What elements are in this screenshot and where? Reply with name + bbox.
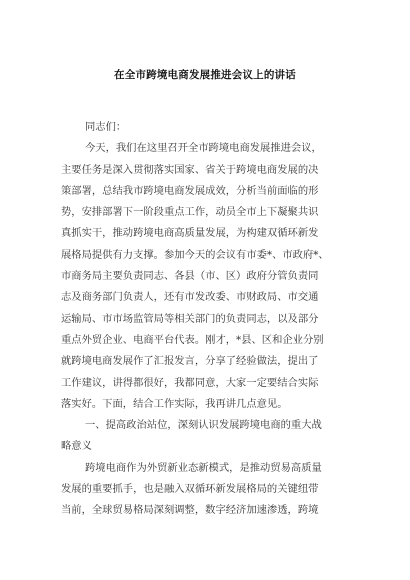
document-title: 在全市跨境电商发展推进会议上的讲话 — [114, 69, 296, 81]
paragraph-line: 发展的重要抓手，也是融入双循环新发展格局的关键纽带 — [61, 483, 319, 496]
paragraph-line: 当前，全球贸易格局深刻调整，数字经济加速渗透，跨境 — [61, 504, 319, 517]
salutation-line: 同志们： — [85, 121, 127, 133]
paragraph-line: 策部署，总结我市跨境电商发展成效，分析当前面临的形 — [61, 184, 319, 197]
paragraph-line: 主要任务是深入贯彻落实国家、省关于跨境电商发展的决 — [61, 163, 319, 176]
paragraph-line: 跨境电商作为外贸新业态新模式，是推动贸易高质量 — [85, 461, 322, 474]
paragraph-line: 今天，我们在这里召开全市跨境电商发展推进会议， — [85, 142, 322, 155]
paragraph-line: 真抓实干，推动跨境电商高质量发展，为构建双循环新发 — [61, 227, 319, 240]
paragraph-line: 展格局提供有力支撑。参加今天的会议有市委*、市政府*、 — [61, 248, 329, 261]
paragraph-line: 工作建议，讲得都很好，我都同意，大家一定要结合实际 — [61, 376, 319, 389]
paragraph-line: 势，安排部署下一阶段重点工作，动员全市上下凝聚共识 — [61, 206, 319, 219]
document-body — [61, 117, 353, 522]
paragraph-line: 志及商务部门负责人，还有市发改委、市财政局、市交通 — [61, 291, 319, 304]
paragraph-line: 落实好。下面，结合工作实际，我再讲几点意见。 — [61, 397, 288, 410]
paragraph-line: 重点外贸企业、电商平台代表。刚才，*县、区和企业分别 — [61, 333, 324, 346]
paragraph-line: 就跨境电商发展作了汇报发言，分享了经验做法，提出了 — [61, 355, 319, 368]
paragraph-line: 运输局、市市场监管局等相关部门的负责同志，以及部分 — [61, 312, 319, 325]
section-heading-line: 一、提高政治站位，深刻认识发展跨境电商的重大战 — [85, 419, 322, 432]
section-heading-line: 略意义 — [61, 440, 92, 453]
paragraph-line: 市商务局主要负责同志、各县（市、区）政府分管负责同 — [61, 270, 319, 283]
